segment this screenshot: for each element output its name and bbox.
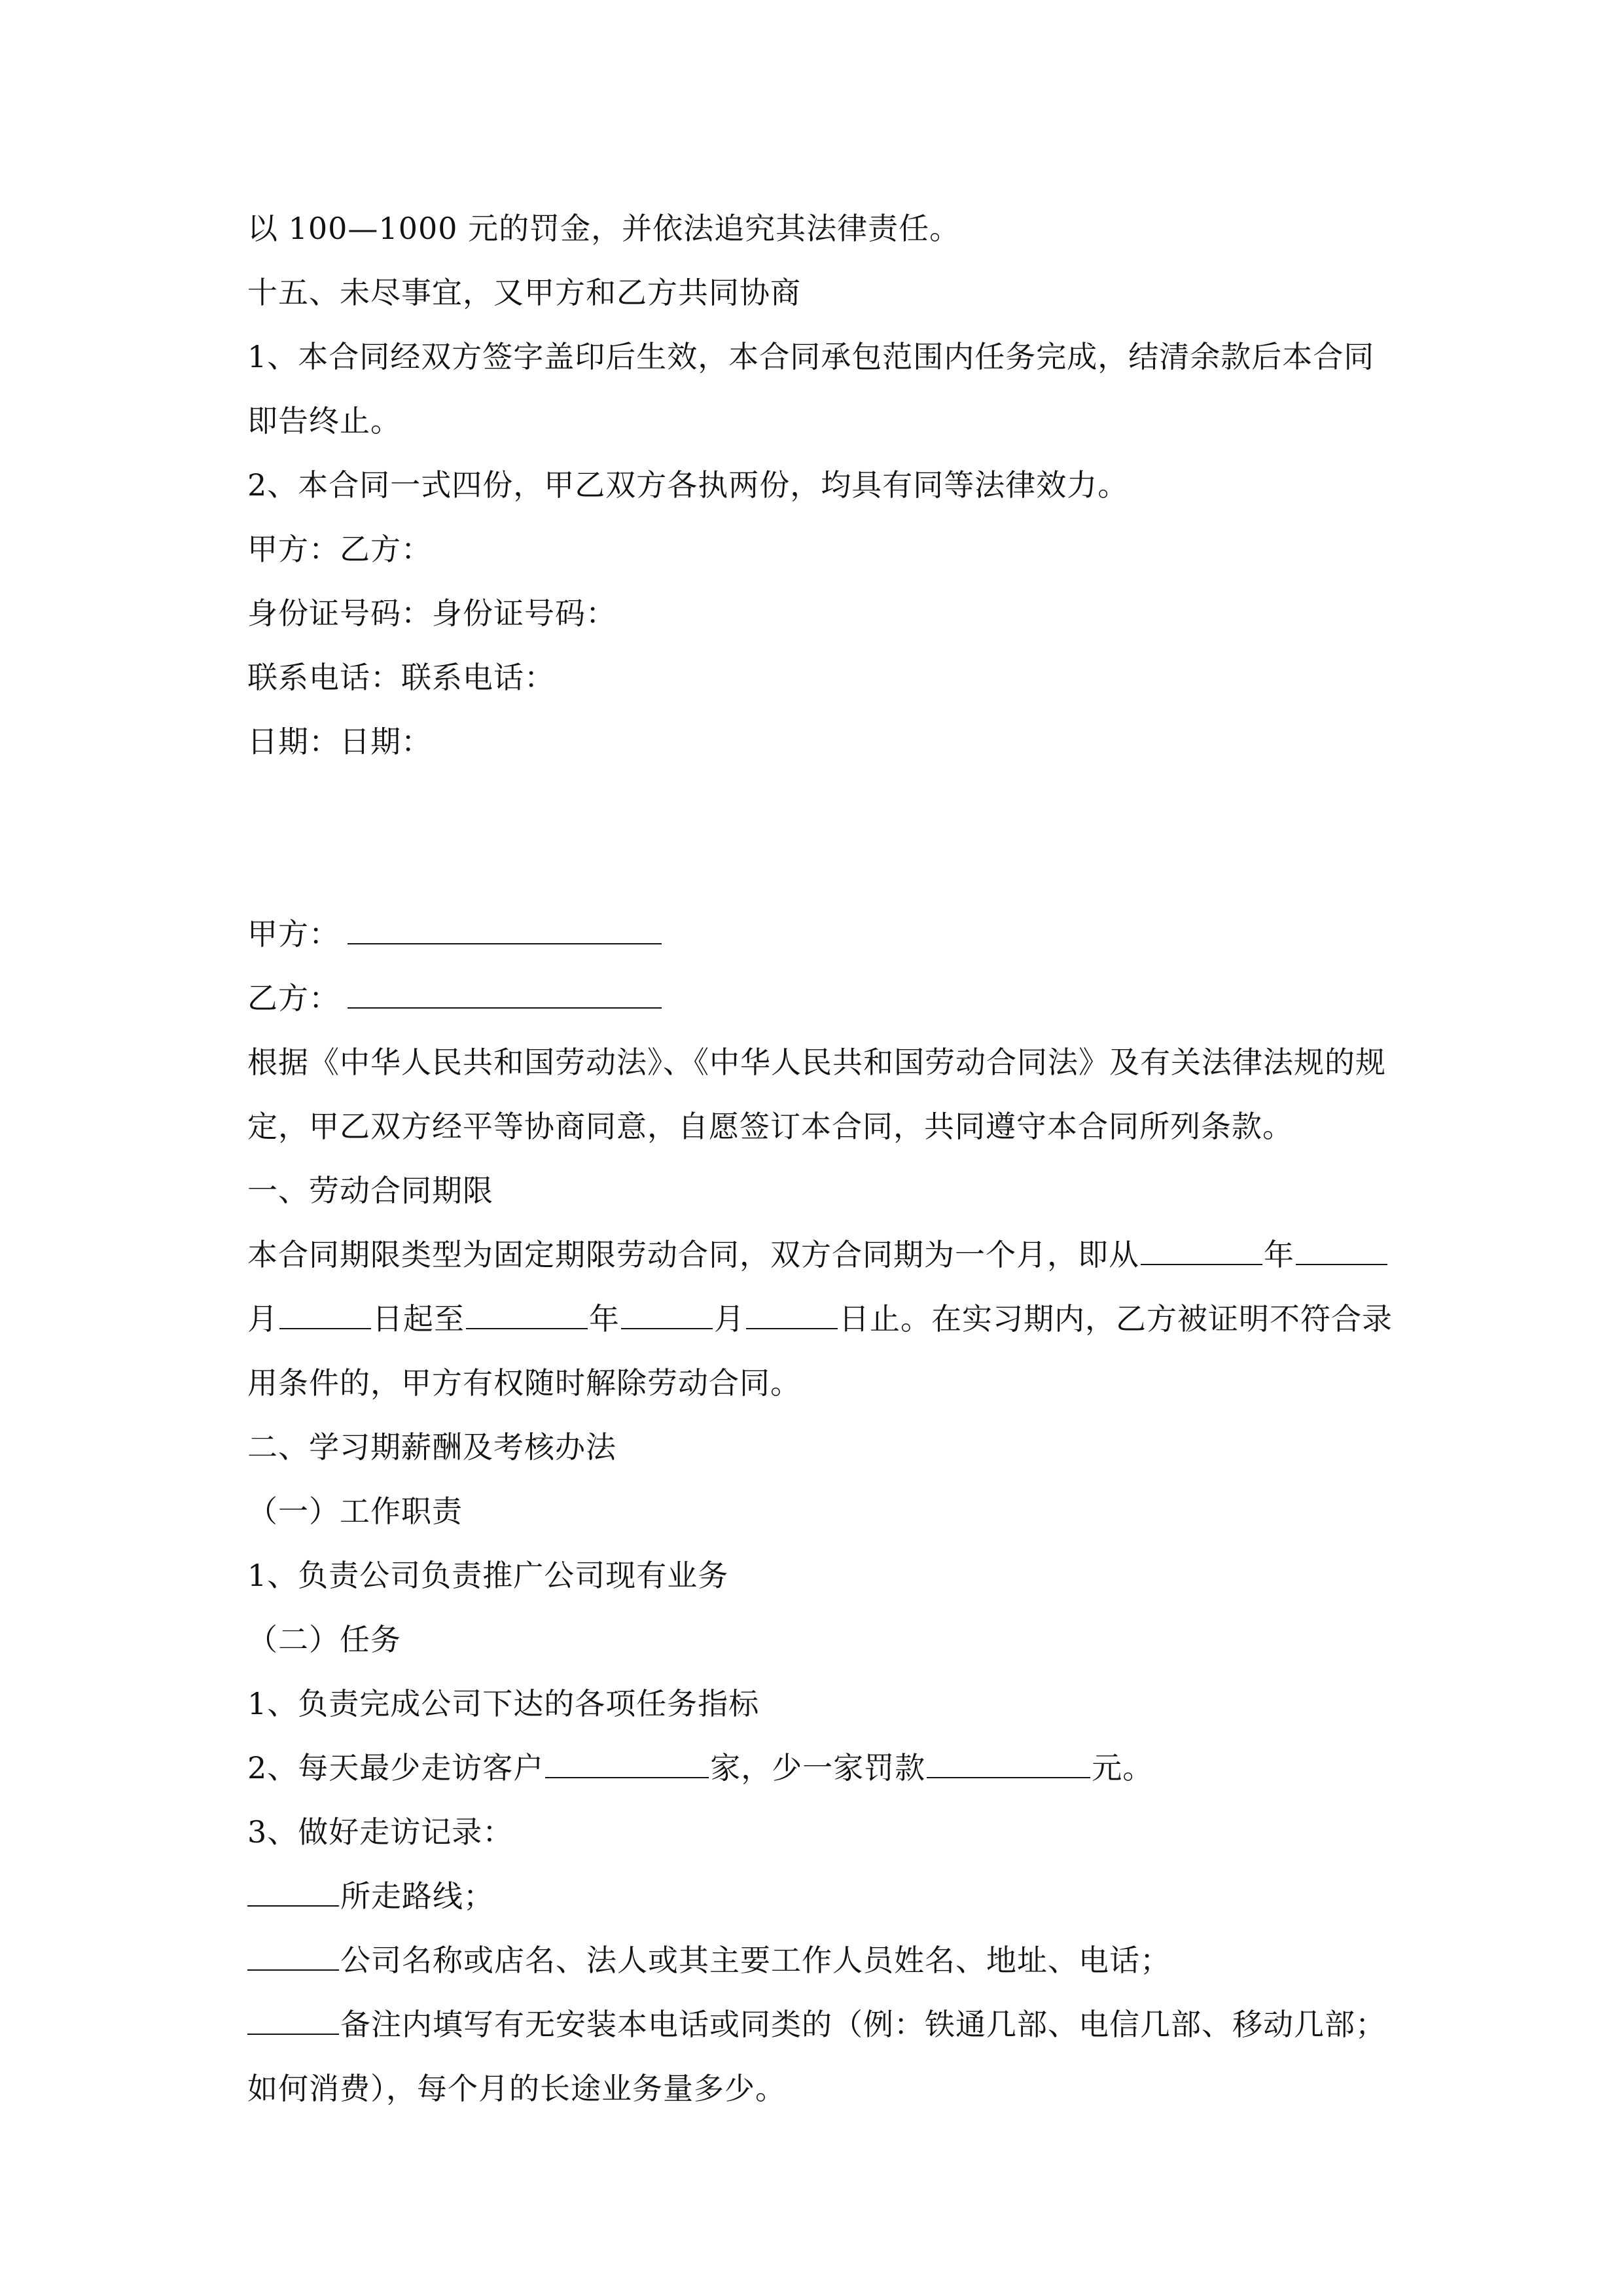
end-month-blank[interactable] — [621, 1294, 713, 1329]
start-year-blank[interactable] — [1141, 1230, 1262, 1265]
task-2-text-b: 家，少一家罚款 — [710, 1750, 926, 1785]
phone-line: 联系电话：联系电话： — [247, 660, 555, 695]
clause-copies: 2、本合同一式四份，甲乙双方各执两份，均具有同等法律效力。 — [247, 467, 1129, 503]
subsection-tasks-heading: （二）任务 — [247, 1622, 401, 1657]
daily-visits-blank[interactable] — [545, 1743, 709, 1778]
party-a-signature-line — [247, 902, 1393, 966]
task-2-text-a: 2、每天最少走访客户 — [247, 1750, 544, 1785]
route-text: 所走路线； — [340, 1878, 494, 1914]
task-2-text-c: 元。 — [1092, 1750, 1154, 1785]
record-route-line — [247, 1864, 1393, 1928]
party-a-blank[interactable] — [348, 909, 662, 944]
task-item-2 — [247, 1736, 1393, 1800]
task-item-3: 3、做好走访记录： — [247, 1814, 514, 1850]
month-label-2: 月 — [714, 1301, 745, 1336]
blank-gap — [247, 774, 1393, 902]
start-day-blank[interactable] — [279, 1294, 371, 1329]
year-label-1: 年 — [1264, 1237, 1294, 1272]
id-number-line: 身份证号码：身份证号码： — [247, 596, 616, 631]
company-blank[interactable] — [247, 1935, 339, 1971]
penalty-clause-end: 以 100—1000 元的罚金，并依法追究其法律责任。 — [247, 211, 961, 246]
contract-preamble: 根据《中华人民共和国劳动法》、《中华人民共和国劳动合同法》及有关法律法规的规定，甲乙双方经平等协商同意，自愿签订本合同，共同遵守本合同所列条款。 — [247, 1045, 1386, 1144]
penalty-amount-blank[interactable] — [927, 1743, 1090, 1778]
notes-text: 备注内填写有无安装本电话或同类的（例：铁通几部、电信几部、移动几部；如何消费），每个月的长途业务量多少。 — [247, 2007, 1386, 2106]
route-blank[interactable] — [247, 1871, 339, 1907]
document-body — [247, 196, 1393, 2121]
section-two-heading: 二、学习期薪酬及考核办法 — [247, 1429, 616, 1465]
clause-effective-termination: 1、本合同经双方签字盖印后生效，本合同承包范围内任务完成，结清余款后本合同即告终止。 — [247, 339, 1375, 439]
subsection-duties-heading: （一）工作职责 — [247, 1494, 463, 1529]
year-label-2: 年 — [589, 1301, 620, 1336]
record-notes-line — [247, 1992, 1393, 2121]
party-b-blank[interactable] — [348, 973, 662, 1009]
term-text-end: 日止。在实习期内，乙方被证明不符合录用条件的，甲方有权随时解除劳动合同。 — [247, 1301, 1393, 1401]
company-text: 公司名称或店名、法人或其主要工作人员姓名、地址、电话； — [340, 1943, 1171, 1978]
task-item-1: 1、负责完成公司下达的各项任务指标 — [247, 1686, 760, 1721]
notes-blank[interactable] — [247, 2000, 339, 2035]
record-company-line — [247, 1928, 1393, 1992]
party-b-label: 乙方： — [247, 980, 340, 1016]
day-start-label: 日起至 — [372, 1301, 465, 1336]
contract-term-paragraph — [247, 1223, 1393, 1415]
party-b-signature-line — [247, 966, 1393, 1030]
party-names-line: 甲方：乙方： — [247, 531, 432, 567]
end-day-blank[interactable] — [746, 1294, 838, 1329]
duty-item-1: 1、负责公司负责推广公司现有业务 — [247, 1558, 729, 1593]
month-label-1: 月 — [247, 1301, 278, 1336]
party-a-label: 甲方： — [247, 916, 340, 952]
start-month-blank[interactable] — [1296, 1230, 1387, 1265]
end-year-blank[interactable] — [466, 1294, 588, 1329]
date-line: 日期：日期： — [247, 724, 432, 759]
term-text-start: 本合同期限类型为固定期限劳动合同，双方合同期为一个月，即从 — [247, 1237, 1139, 1272]
section-fifteen-heading: 十五、未尽事宜，又甲方和乙方共同协商 — [247, 275, 801, 310]
section-one-heading: 一、劳动合同期限 — [247, 1173, 493, 1208]
